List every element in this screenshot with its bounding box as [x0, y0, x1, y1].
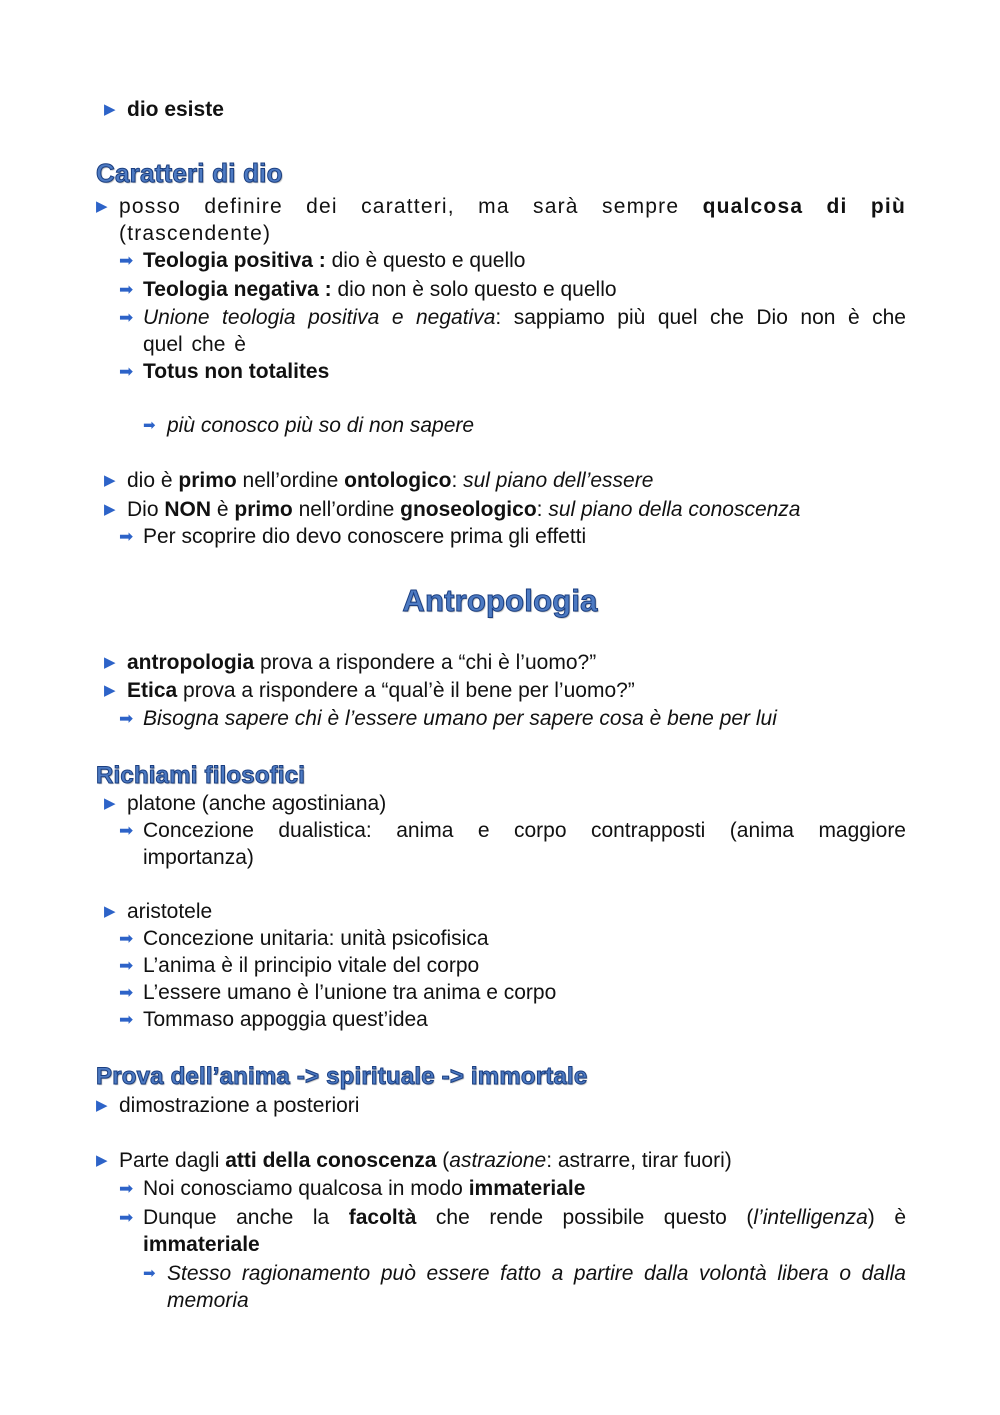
arrow-bullet-icon: ➡ [143, 417, 156, 434]
triangle-bullet-icon: ▶ [96, 1097, 108, 1114]
list-item: ▶ posso definire dei caratteri, ma sarà sempre qualcosa di più (trascendente) [96, 195, 906, 245]
triangle-bullet-icon: ▶ [104, 654, 116, 671]
arrow-bullet-icon: ➡ [119, 1208, 134, 1227]
sub-list-item: ➡ Dunque anche la facoltà che rende possibile questo (l’intelligenza) è immateriale [119, 1206, 906, 1256]
list-item: ▶ antropologia prova a rispondere a “chi è l’uomo?” [104, 651, 597, 674]
arrow-bullet-icon: ➡ [119, 251, 134, 270]
triangle-bullet-icon: ▶ [96, 198, 108, 215]
section-heading: Caratteri di dio [96, 158, 283, 188]
arrow-bullet-icon: ➡ [119, 983, 134, 1002]
sub-list-item: ➡ Teologia positiva : dio è questo e quello [119, 249, 526, 272]
list-item: ▶ platone (anche agostiniana) [104, 792, 387, 815]
triangle-bullet-icon: ▶ [104, 501, 116, 518]
list-item: ▶ Parte dagli atti della conoscenza (astrazione: astrarre, tirar fuori) [96, 1149, 732, 1172]
arrow-bullet-icon: ➡ [119, 1179, 134, 1198]
triangle-bullet-icon: ▶ [104, 682, 116, 699]
sub-list-item: ➡ Teologia negativa : dio non è solo questo e quello [119, 278, 617, 301]
arrow-bullet-icon: ➡ [119, 1010, 134, 1029]
list-item: ▶ Dio NON è primo nell’ordine gnoseologico: sul piano della conoscenza [104, 498, 801, 521]
list-item [104, 96, 904, 123]
arrow-bullet-icon: ➡ [119, 362, 134, 381]
list-item: ▶ aristotele [104, 900, 213, 923]
sub-list-item: ➡ Noi conosciamo qualcosa in modo immateriale [119, 1177, 586, 1200]
sub-list-item: ➡ L’essere umano è l’unione tra anima e corpo [119, 981, 557, 1004]
sub-list-item: ➡ L’anima è il principio vitale del corpo [119, 954, 480, 977]
triangle-bullet-icon: ▶ [96, 1152, 108, 1169]
sub-list-item: ➡ Concezione unitaria: unità psicofisica [119, 927, 489, 950]
sub-sub-list-item: ➡ Stesso ragionamento può essere fatto a partire dalla volontà libera o dalla memoria [143, 1262, 906, 1312]
arrow-bullet-icon: ➡ [143, 1265, 156, 1282]
arrow-bullet-icon: ➡ [119, 821, 134, 840]
sub-list-item: ➡ Unione teologia positiva e negativa: sappiamo più quel che Dio non è che quel che è [119, 306, 906, 356]
page-title: Antropologia [402, 583, 598, 618]
triangle-bullet-icon: ▶ [104, 795, 116, 812]
arrow-bullet-icon: ➡ [119, 956, 134, 975]
list-item-text: dio esiste [127, 98, 224, 121]
arrow-bullet-icon: ➡ [119, 709, 134, 728]
list-item: ▶ dimostrazione a posteriori [96, 1094, 360, 1117]
arrow-bullet-icon: ➡ [119, 308, 134, 327]
triangle-bullet-icon: ▶ [104, 903, 116, 920]
sub-sub-list-item: ➡ più conosco più so di non sapere [143, 414, 475, 437]
triangle-bullet-icon: ▶ [104, 472, 116, 489]
list-item: ▶ Etica prova a rispondere a “qual’è il bene per l’uomo?” [104, 679, 635, 702]
sub-list-item: ➡ Bisogna sapere chi è l’essere umano per sapere cosa è bene per lui [119, 707, 777, 730]
sub-list-item: ➡ Tommaso appoggia quest’idea [119, 1008, 428, 1031]
sub-list-item: ➡ Per scoprire dio devo conoscere prima gli effetti [119, 525, 587, 548]
list-item: ▶ dio è primo nell’ordine ontologico: sul piano dell’essere [104, 469, 654, 492]
arrow-bullet-icon: ➡ [119, 527, 134, 546]
arrow-bullet-icon: ➡ [119, 929, 134, 948]
triangle-bullet-icon: ▶ [104, 101, 116, 118]
sub-list-item: ➡ Totus non totalites [119, 360, 330, 383]
section-heading: Richiami filosofici [96, 762, 306, 789]
arrow-bullet-icon: ➡ [119, 280, 134, 299]
sub-list-item: ➡ Concezione dualistica: anima e corpo contrapposti (anima maggiore importanza) [119, 819, 906, 869]
section-heading: Prova dell’anima -> spirituale -> immortale [96, 1063, 588, 1090]
